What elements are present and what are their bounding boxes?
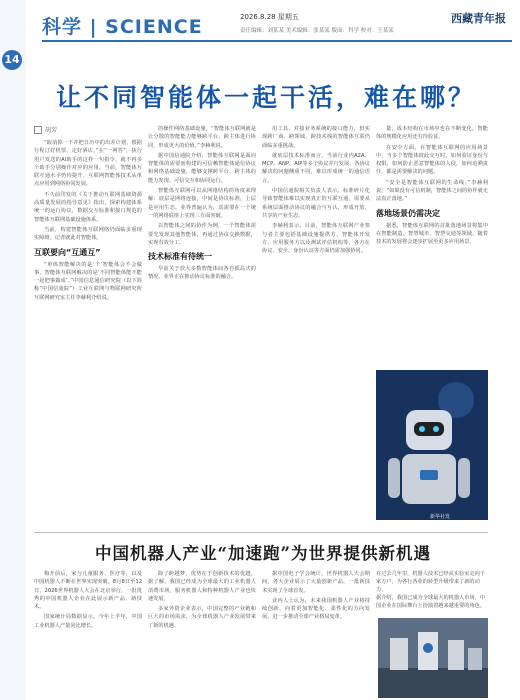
paragraph: 以智能体之间的协作为例，一个智能体需要先发现其他智能体，再通过协议交换数据，实现有效分工。 <box>148 223 256 246</box>
paragraph: 在过去几年里，机器人技术已经从实验室走向千家万户，为各行各业的转型升级带来了新的动力。 <box>376 571 485 593</box>
paragraph: 业内人士认为，未来我国机器人产业将持续创新，向着更加智能化、柔性化的方向发展，进一步推动全球产业格局变革。 <box>262 597 370 621</box>
robot-illustration <box>376 370 488 520</box>
robot-factory-photo <box>378 618 488 698</box>
article1-column-2 <box>148 125 256 284</box>
paragraph: 量，成本结构在市场中也在不断变化，智能体的规模化应用还有待验证。 <box>376 126 488 141</box>
paragraph: 国家统计局数据显示，今年上半年，中国工业机器人产量同比增长。 <box>34 614 142 629</box>
article1-column-1 <box>34 125 142 304</box>
paragraph: 据介绍，我国已成为全球最大的机器人市场，中国企业在国际舞台上扮演着越来越重要的角色。 <box>376 595 485 609</box>
paragraph: 不久前印发的《关于推动互联网基础资源高质量发展的指导意见》指出，探索构建体系统一的运行协议，数据交互标准和接口规范的智能体互联网基础设施体系。 <box>34 191 142 223</box>
robot-photo <box>376 370 488 520</box>
paragraph: 多家外资企业表示，中国完整的产业链和巨大的市场需求，为全球机器人产业发展带来了新的机遇。 <box>148 606 256 629</box>
factory-illustration <box>378 618 488 698</box>
article1-column-4 <box>376 125 488 249</box>
page-header <box>26 0 520 58</box>
headline-ai-agents: 让不同智能体一起干活，难在哪？ <box>56 83 477 112</box>
paragraph: 智能体互联网可以从网络结构的角度来理解：底层是网络连接，中间是协议标准，上层是应用生态。业界普遍认为，其需要在一个统一的网络底座上实现三方面突破。 <box>148 188 256 219</box>
section-title: 科学 | SCIENCE <box>42 16 203 38</box>
editors-line: 责任编辑：刘某某 美术编辑：张某某 版面：科学 校对：王某某 <box>240 28 394 34</box>
headline-robot-industry: 中国机器人产业“加速跑”为世界提供新机遇 <box>95 544 431 563</box>
header-rule <box>42 40 512 42</box>
byline-author: 胡芳 <box>45 127 58 134</box>
paragraph: 据中国信通院介绍，智能体互联网是面向智能体的需要而构建的可信赖智能体通信协议和网络基础设施，能够支撑跨平台、跨主体的能力发现、可信交互和协同运行。 <box>148 152 256 184</box>
newspaper-name: 西藏青年报 <box>451 12 506 25</box>
paragraph: 就底层技术标准而言，当前行业内A2A、MCP、ANP、AIP等多个协议并行发展，各协议解决的问题侧重不同，难以形成统一的通信语言。 <box>262 152 370 184</box>
article2-column-2 <box>148 570 256 632</box>
paragraph: 据中国电子学会统计，世界机器人大会期间，各大企业展示了大量创新产品，一批新技术实现了全球首发。 <box>262 571 370 594</box>
issue-date: 2026.8.28 星期五 <box>240 13 299 21</box>
paragraph: 早前关于放大多数智能体间各自孤岛式的情况，业界正在推动协议标准的融合。 <box>148 266 256 281</box>
article2-column-4 <box>376 570 488 610</box>
subheading: 互联要向“互通互” <box>34 247 101 257</box>
article2-column-1 <box>34 570 142 632</box>
subheading: 落地场景仍需决定 <box>376 208 440 218</box>
paragraph: 在安全方面，在智能体互联网的应用场景中，当多个智能体彼此交互时，如何验证身份与权限，如何防止恶意智能体的入侵，如何追溯责任，都是需要解决的问题。 <box>376 144 488 176</box>
paragraph: 梅开前后，家与儿童服务、医疗等，以及中国机器人不断在世界实现突破。8月8日至12日，2026世界机器人大会在北京举行，一批优秀的中国机器人企业在此展示新产品、新技术。 <box>34 571 142 611</box>
photo-credit: 新华社发 <box>430 514 451 520</box>
paragraph: 用工具、对接业务系统的接口能力，但实现跨厂商、跨领域、跨技术栈的智能体互联仍面临多重挑战。 <box>262 126 370 149</box>
article1-column-3 <box>262 125 370 257</box>
paragraph: “取消掉一下并把日历中的出差计划，根据行程订好机票、定好酒店。”在“一网答”，执行用户发送的AI助手的这样一句指令，就不再多个助手分别操作对应的应用。当前，智能体互联互通水平仍待提升，互联网智能体技术从单点应用到网络协同发展。 <box>34 140 142 188</box>
left-margin-bar <box>0 0 26 700</box>
paragraph: 李赫利表示，目前，智能体互联网产业参与者主要包括基础设施提供方、智能体开发方、应用服务方以及测试评估机构等，各方在协议、安全、身份认证等方面仍需加强协同。 <box>262 223 370 255</box>
paragraph: 中国信通院相关负责人表示，标准碎片化导致智能体难以实现真正的互联互通，需要从系统层面推动协议的融合与互认，形成开放、共享的产业生态。 <box>262 188 370 219</box>
section-divider <box>34 532 488 533</box>
paragraph: 除了跨越梦，优势在于创新技术的优越。据了解，我国已经成为全球最大的工业机器人消费市场，服务机器人和特种机器人产业也快速发展。 <box>148 571 256 602</box>
paragraph: “单体智能解决的是‘个’智能体会不会做事，智能体互联网解决的是‘不同智能体能不能一起把事做成’。”中国信息通信研究院（以下简称“中国信通院”）工业互联网与物联网研究所互联网研究室主任李赫利介绍说。 <box>34 261 142 301</box>
page-number-badge: 14 <box>2 50 22 70</box>
paragraph: 的操作网络基础设施。“智能体互联网就是让分散的智能能力能够跨平台、跨主体进行协同，形成更大的价值。”李赫利说。 <box>148 126 256 149</box>
reporter-icon <box>34 126 42 134</box>
paragraph: 当前，构建智能体互联网络仍面临多重现实障碍。记者就此对智能体。 <box>34 226 142 242</box>
paragraph: “安全是智能体互联网的生命线。”李赫利说，“如果没有可信机制，智能体之间的协作就无法真正落地。” <box>376 179 488 203</box>
byline <box>34 125 142 134</box>
article2-column-3 <box>262 570 370 624</box>
paragraph: 据悉，智能体互联网的首批落地场景将集中在智能制造、智慧城市、智慧交通等领域，随着技术的发展将会逐步扩展至更多应用场景。 <box>376 222 488 246</box>
subheading: 技术标准有待统一 <box>148 252 212 262</box>
